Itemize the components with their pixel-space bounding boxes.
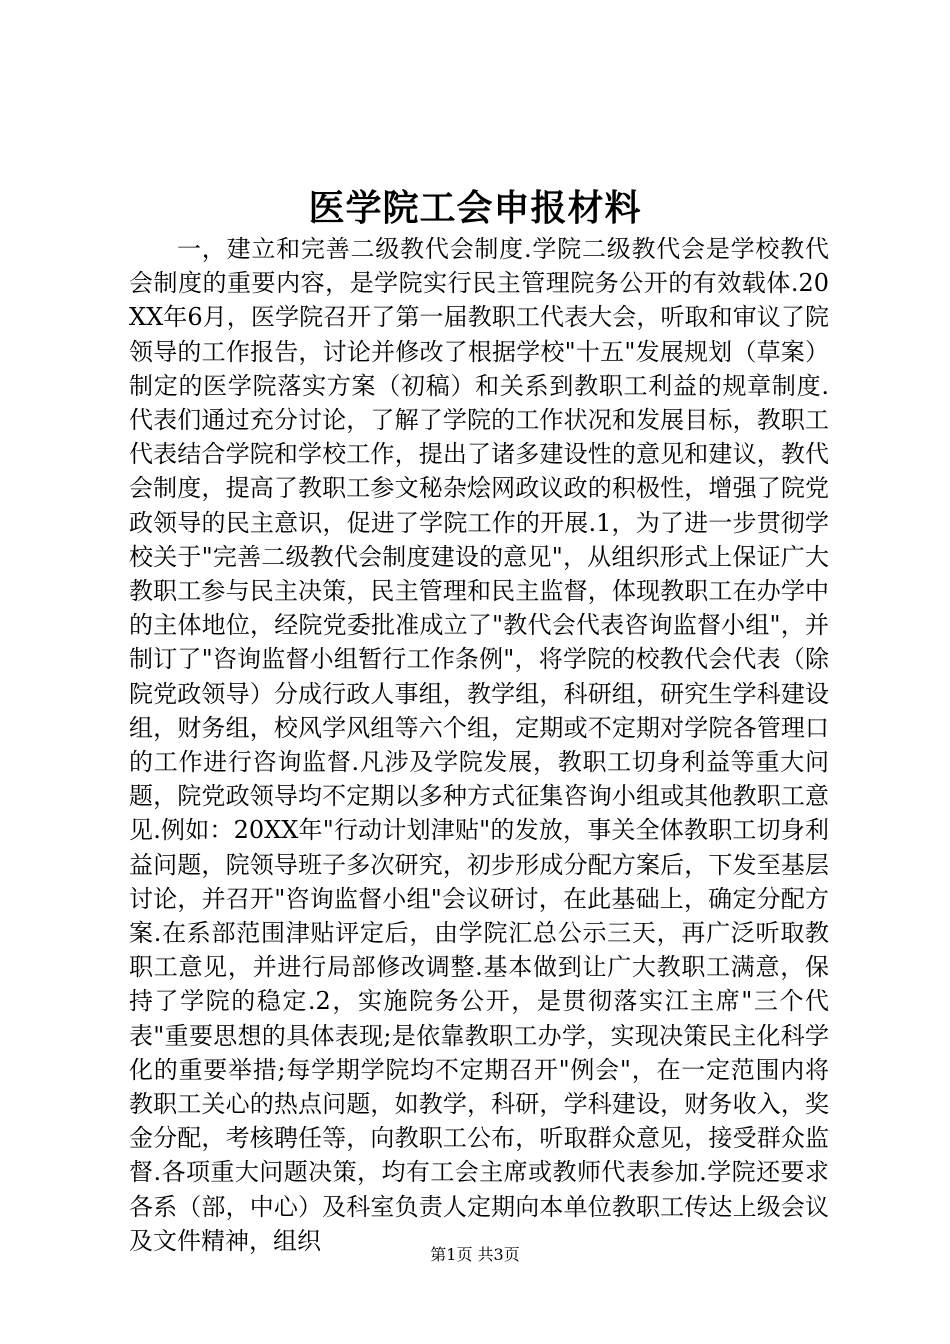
document-title: 医学院工会申报材料 [308,187,642,229]
page-number-footer: 第1页 共3页 [430,1245,520,1264]
document-body-paragraph: 一，建立和完善二级教代会制度.学院二级教代会是学校教代会制度的重要内容，是学院实行民主管理院务公开的有效载体.20XX年6月，医学院召开了第一届教职工代表大会，听取和审议了院领导的工作报告，讨论并修改了根据学校"十五"发展规划（草案）制定的医学院落实方案（初稿）和关系到教职工利益的规章制度.代表们通过充分讨论，了解了学院的工作状况和发展目标，教职工代表结合学院和学校工作，提出了诸多建设性的意见和建议，教代会制度，提高了教职工参文秘杂烩网政议政的积极性，增强了院党政领导的民主意识，促进了学院工作的开展.1，为了进一步贯彻学校关于"完善二级教代会制度建设的意见"，从组织形式上保证广大教职工参与民主决策，民主管理和民主监督，体现教职工在办学中的主体地位，经院党委批准成立了"教代会代表咨询监督小组"，并制订了"咨询监督小组暂行工作条例"，将学院的校教代会代表（除院党政领导）分成行政人事组，教学组，科研组，研究生学科建设组，财务组，校风学风组等六个组，定期或不定期对学院各管理口的工作进行咨询监督.凡涉及学院发展，教职工切身利益等重大问题，院党政领导均不定期以多种方式征集咨询小组或其他教职工意见.例如：20XX年"行动计划津贴"的发放，事关全体教职工切身利益问题，院领导班子多次研究，初步形成分配方案后，下发至基层讨论，并召开"咨询监督小组"会议研讨，在此基础上，确定分配方案.在系部范围津贴评定后，由学院汇总公示三天，再广泛听取教职工意见，并进行局部修改调整.基本做到让广大教职工满意，保持了学院的稳定.2，实施院务公开，是贯彻落实江主席"三个代表"重要思想的具体表现;是依靠教职工办学，实现决策民主化科学化的重要举措;每学期学院均不定期召开"例会"，在一定范围内将教职工关心的热点问题，如教学，科研，学科建设，财务收入，奖金分配，考核聘任等，向教职工公布，听取群众意见，接受群众监督.各项重大问题决策，均有工会主席或教师代表参加.学院还要求各系（部，中心）及科室负责人定期向本单位教职工传达上级会议及文件精神，组织 [129,235,829,1255]
